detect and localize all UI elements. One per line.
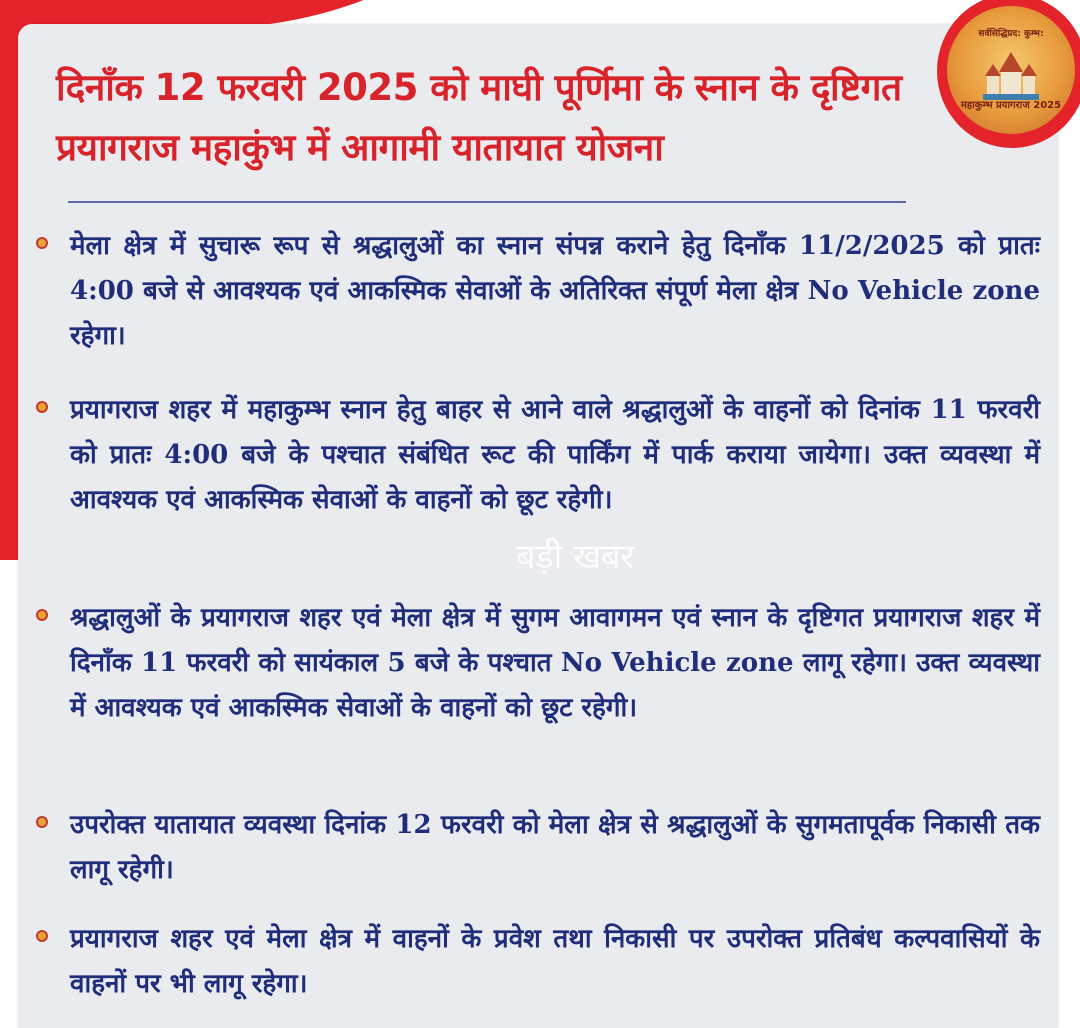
page-title: दिनाँक 12 फरवरी 2025 को माघी पूर्णिमा के स्नान के दृष्टिगत प्रयागराज महाकुंभ में आगामी यातायात योजना [56, 66, 902, 169]
bullet-icon [36, 237, 48, 249]
list-item-text: श्रद्धालुओं के प्रयागराज शहर एवं मेला क्षेत्र में सुगम आवागमन एवं स्नान के दृष्टिगत प्रयागराज शहर में दिनाँक 11 फरवरी को सायंकाल 5 बजे के पश्चात No Vehicle zone लागू रहेगा। उक्त व्यवस्था में आवश्यक एवं आकस्मिक सेवाओं के वाहनों को छूट रहेगी। [70, 603, 1040, 723]
bullet-icon [36, 401, 48, 413]
list-item-text: प्रयागराज शहर एवं मेला क्षेत्र में वाहनों के प्रवेश तथा निकासी पर उपरोक्त प्रतिबंध कल्पवासियों के वाहनों पर भी लागू रहेगा। [70, 924, 1040, 999]
list-item-text: प्रयागराज शहर में महाकुम्भ स्नान हेतु बाहर से आने वाले श्रद्धालुओं के वाहनों को दिनांक 11 फरवरी को प्रातः 4:00 बजे के पश्चात संबंधित रूट की पार्किंग में पार्क कराया जायेगा। उक्त व्यवस्था में आवश्यक एवं आकस्मिक सेवाओं के वाहनों को छूट रहेगी। [70, 395, 1040, 515]
bullet-icon [36, 609, 48, 621]
bullet-icon [36, 816, 48, 828]
logo-text-bottom: महाकुम्भ प्रयागराज 2025 [960, 100, 1062, 111]
list-item-text: उपरोक्त यातायात व्यवस्था दिनांक 12 फरवरी को मेला क्षेत्र से श्रद्धालुओं के सुगमतापूर्वक निकासी तक लागू रहेगी। [70, 810, 1040, 885]
list-item-text: मेला क्षेत्र में सुचारू रूप से श्रद्धालुओं का स्नान संपन्न कराने हेतु दिनाँक 11/2/2025 को प्रातः 4:00 बजे से आवश्यक एवं आकस्मिक सेवाओं के अतिरिक्त संपूर्ण मेला क्षेत्र No Vehicle zone रहेगा। [70, 231, 1040, 351]
logo-text-top: सर्वसिद्धिप्रद: कुम्भ: [978, 29, 1044, 39]
watermark-text: बड़ी खबर [516, 537, 635, 577]
bullet-icon [36, 930, 48, 942]
